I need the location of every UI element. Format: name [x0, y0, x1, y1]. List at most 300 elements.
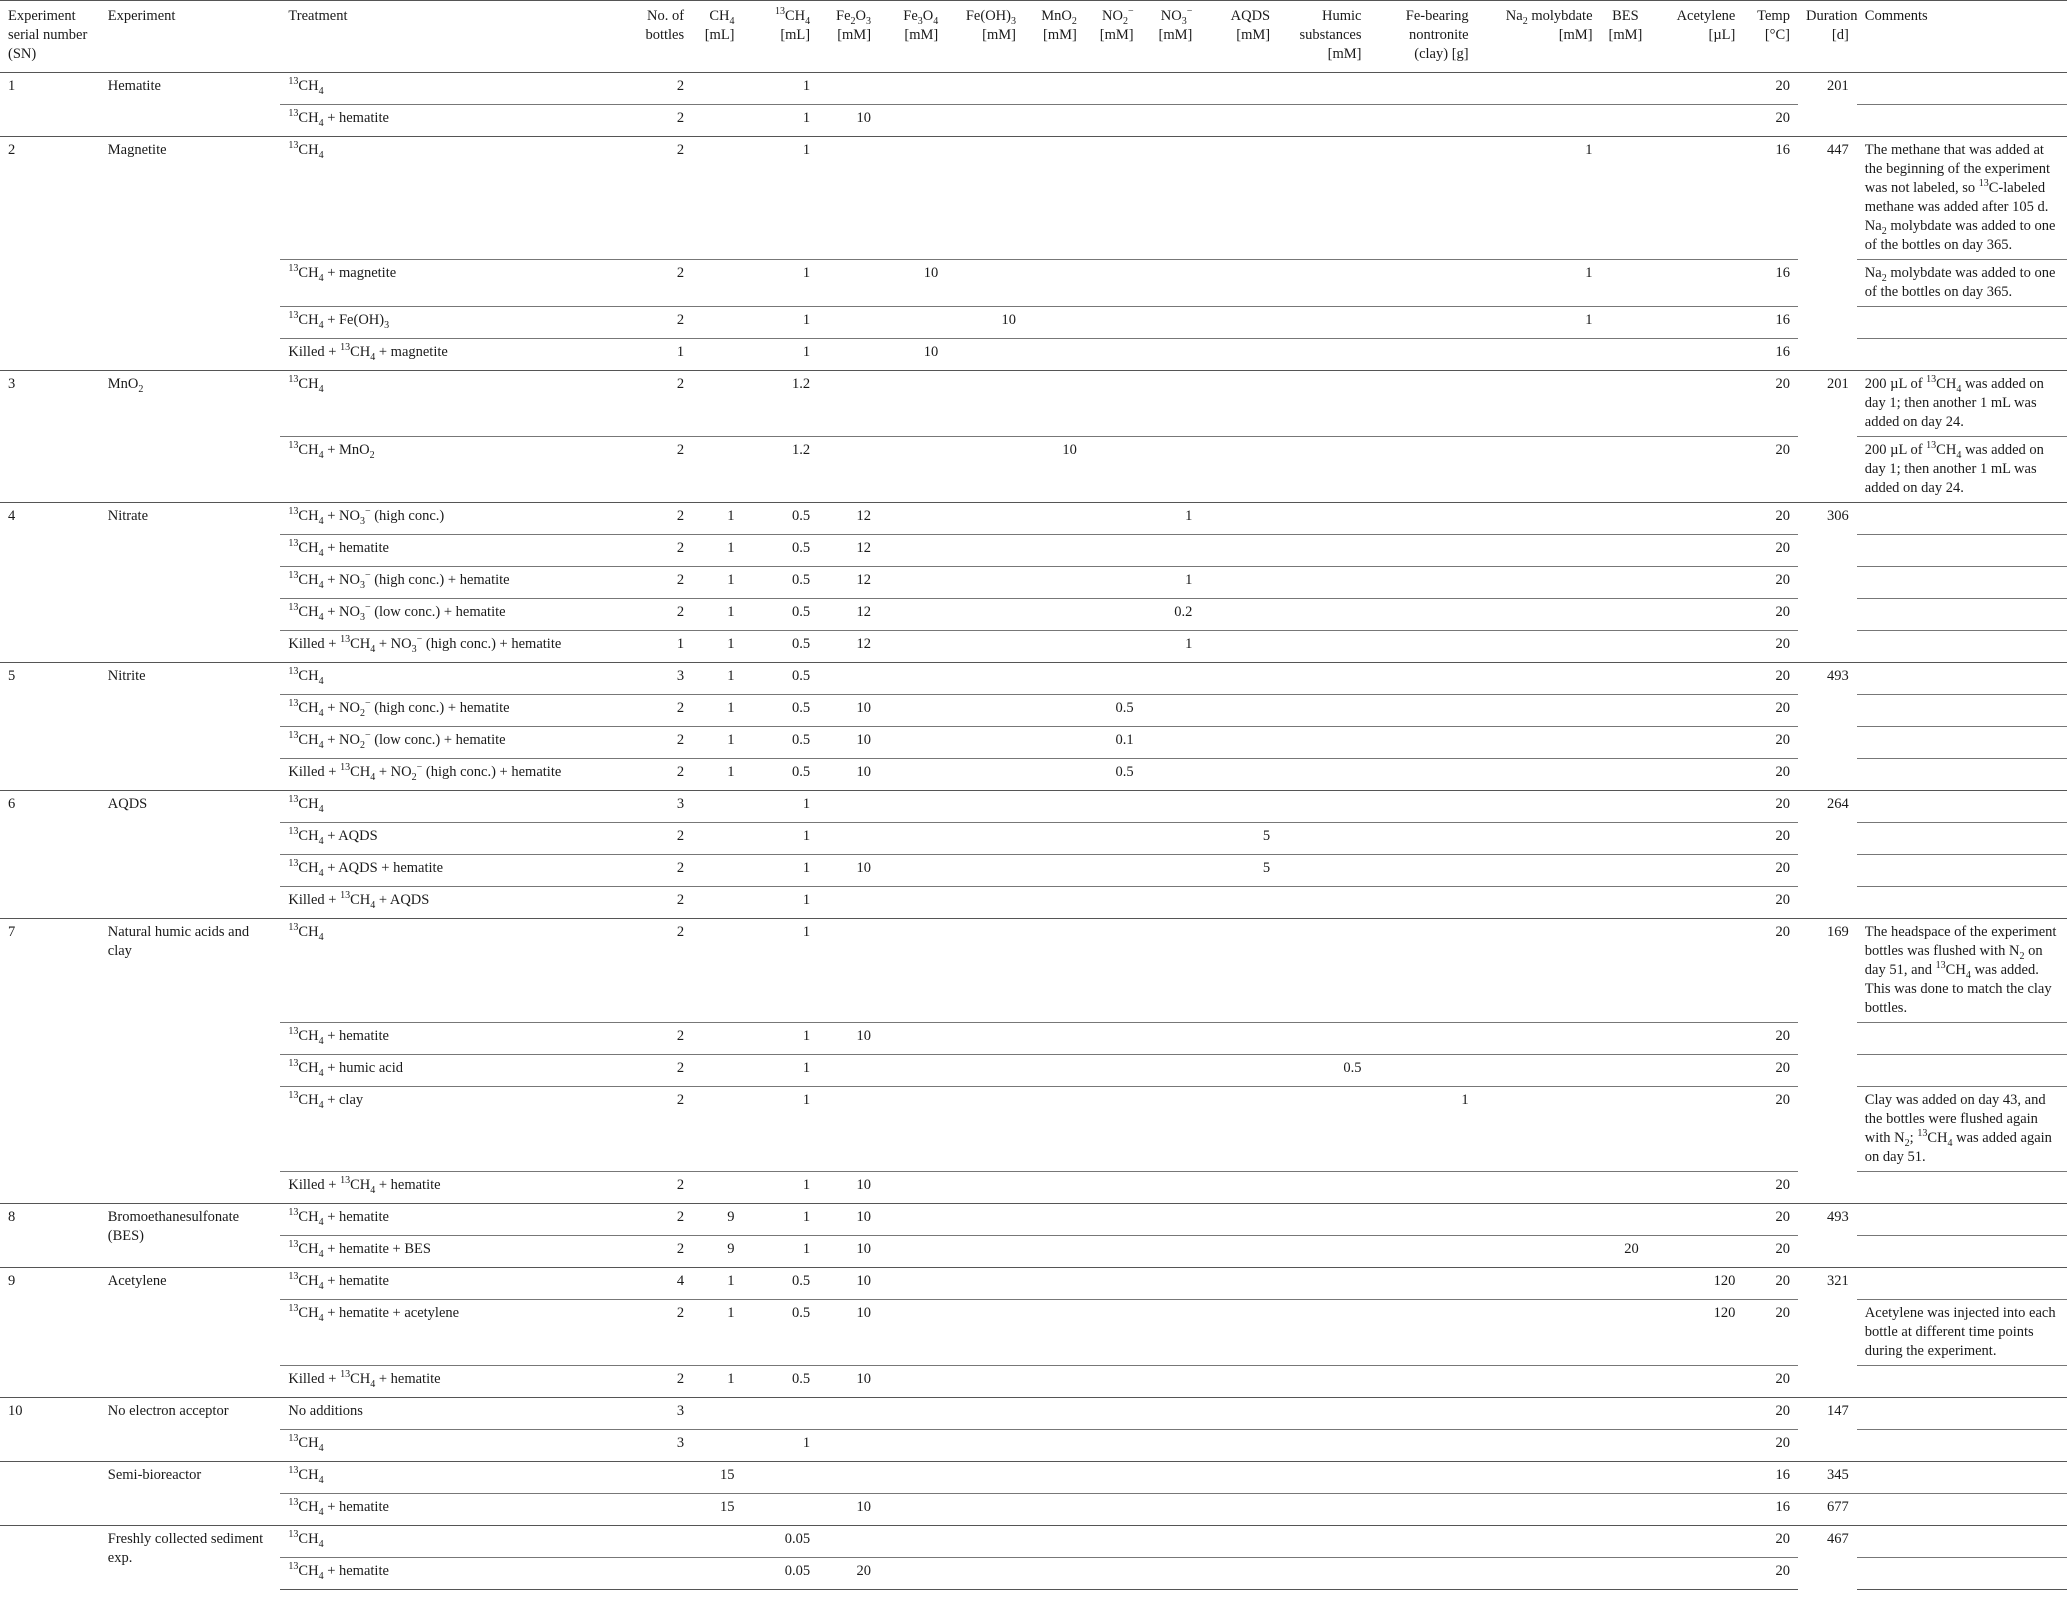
- fe3o4-cell: [879, 1494, 946, 1526]
- fe3o4-cell: [879, 631, 946, 663]
- ch4-cell: [692, 1055, 742, 1087]
- bottles-cell: 4: [627, 1268, 692, 1300]
- col-header-mno2: MnO$_2$ [mM]: [1024, 1, 1085, 73]
- bottles-cell: 2: [627, 727, 692, 759]
- temp-cell: 20: [1743, 567, 1798, 599]
- treatment-cell: $^{13}CH_4$ + magnetite: [280, 260, 627, 307]
- serial-number-cell: 2: [0, 137, 100, 371]
- fe3o4-cell: [879, 1526, 946, 1558]
- serial-number-cell: 9: [0, 1268, 100, 1398]
- no3-cell: [1142, 260, 1201, 307]
- nontronite-cell: [1369, 919, 1476, 1023]
- nontronite-cell: [1369, 437, 1476, 503]
- mno2-cell: [1024, 1172, 1085, 1204]
- treatment-cell: $^{13}CH_4$ + AQDS + hematite: [280, 855, 627, 887]
- comment-cell: The methane that was added at the beginning of the experiment was not labeled, so $^{13}$C-labeled methane was added after 105 d. $Na_2$ molybdate was added to one of the bottles on day 365.: [1857, 137, 2067, 260]
- treatment-cell: $^{13}CH_4$ + hematite: [280, 1558, 627, 1590]
- fe2o3-cell: 10: [818, 1236, 879, 1268]
- treatment-cell: $^{13}CH_4 + NO_3^-$ (high conc.): [280, 503, 627, 535]
- table-row: [0, 727, 2067, 759]
- ch4-cell: 1: [692, 631, 742, 663]
- feoh3-cell: [946, 535, 1024, 567]
- acetylene-cell: [1647, 105, 1744, 137]
- no2-cell: [1085, 631, 1142, 663]
- acetylene-cell: 120: [1647, 1268, 1744, 1300]
- c13ch4-cell: 0.5: [743, 695, 819, 727]
- humic-cell: [1278, 1204, 1369, 1236]
- aqds-cell: [1200, 535, 1278, 567]
- table-row: [0, 1494, 2067, 1526]
- table-row: [0, 567, 2067, 599]
- fe2o3-cell: [818, 1462, 879, 1494]
- aqds-cell: [1200, 887, 1278, 919]
- c13ch4-cell: 1: [743, 73, 819, 105]
- fe3o4-cell: [879, 1172, 946, 1204]
- aqds-cell: [1200, 695, 1278, 727]
- nontronite-cell: [1369, 105, 1476, 137]
- comment-cell: [1857, 73, 2067, 105]
- no3-cell: [1142, 1430, 1201, 1462]
- c13ch4-cell: 0.5: [743, 663, 819, 695]
- molybdate-cell: [1477, 1055, 1601, 1087]
- molybdate-cell: [1477, 1398, 1601, 1430]
- table-row: [0, 759, 2067, 791]
- no2-cell: [1085, 1236, 1142, 1268]
- table-row: [0, 1087, 2067, 1172]
- humic-cell: [1278, 437, 1369, 503]
- mno2-cell: [1024, 1300, 1085, 1366]
- table-row: [0, 1366, 2067, 1398]
- fe2o3-cell: 12: [818, 599, 879, 631]
- acetylene-cell: [1647, 1236, 1744, 1268]
- acetylene-cell: [1647, 1204, 1744, 1236]
- aqds-cell: [1200, 503, 1278, 535]
- mno2-cell: [1024, 339, 1085, 371]
- acetylene-cell: [1647, 260, 1744, 307]
- aqds-cell: [1200, 1204, 1278, 1236]
- molybdate-cell: [1477, 887, 1601, 919]
- nontronite-cell: [1369, 695, 1476, 727]
- treatment-cell: $^{13}CH_4$ + clay: [280, 1087, 627, 1172]
- acetylene-cell: [1647, 1172, 1744, 1204]
- bes-cell: [1601, 823, 1647, 855]
- nontronite-cell: [1369, 503, 1476, 535]
- aqds-cell: [1200, 1300, 1278, 1366]
- ch4-cell: [692, 437, 742, 503]
- col-header-duration: Duration [d]: [1798, 1, 1857, 73]
- bottles-cell: 2: [627, 1300, 692, 1366]
- no3-cell: [1142, 437, 1201, 503]
- no2-cell: [1085, 1268, 1142, 1300]
- no2-cell: [1085, 791, 1142, 823]
- treatment-cell: $^{13}CH_4$: [280, 137, 627, 260]
- ch4-cell: [692, 73, 742, 105]
- temp-cell: 20: [1743, 695, 1798, 727]
- col-header-sn: Experiment serial number (SN): [0, 1, 100, 73]
- comment-cell: [1857, 503, 2067, 535]
- treatment-cell: $^{13}CH_4$ + AQDS: [280, 823, 627, 855]
- nontronite-cell: [1369, 1366, 1476, 1398]
- table-row: [0, 1172, 2067, 1204]
- nontronite-cell: [1369, 663, 1476, 695]
- ch4-cell: 15: [692, 1494, 742, 1526]
- treatment-cell: Killed + $^{13}CH_4 + NO_2^-$ (high conc.) + hematite: [280, 759, 627, 791]
- c13ch4-cell: 1: [743, 1023, 819, 1055]
- fe2o3-cell: 10: [818, 1204, 879, 1236]
- fe2o3-cell: 20: [818, 1558, 879, 1590]
- table-row: [0, 137, 2067, 260]
- humic-cell: [1278, 1236, 1369, 1268]
- treatment-cell: $^{13}CH_4$: [280, 371, 627, 437]
- fe2o3-cell: 12: [818, 631, 879, 663]
- table-row: [0, 919, 2067, 1023]
- duration-cell: 306: [1798, 503, 1857, 663]
- mno2-cell: [1024, 1023, 1085, 1055]
- no2-cell: 0.5: [1085, 695, 1142, 727]
- ch4-cell: 9: [692, 1204, 742, 1236]
- table-row: [0, 1023, 2067, 1055]
- treatment-cell: $^{13}CH_4$ + hematite: [280, 105, 627, 137]
- bes-cell: [1601, 1558, 1647, 1590]
- no2-cell: [1085, 1494, 1142, 1526]
- bottles-cell: 3: [627, 1398, 692, 1430]
- nontronite-cell: [1369, 1023, 1476, 1055]
- c13ch4-cell: 0.5: [743, 1366, 819, 1398]
- treatment-cell: $^{13}CH_4$: [280, 663, 627, 695]
- nontronite-cell: [1369, 1204, 1476, 1236]
- table-row: [0, 437, 2067, 503]
- fe3o4-cell: [879, 1398, 946, 1430]
- c13ch4-cell: 0.5: [743, 599, 819, 631]
- bes-cell: [1601, 503, 1647, 535]
- aqds-cell: [1200, 663, 1278, 695]
- molybdate-cell: [1477, 695, 1601, 727]
- c13ch4-cell: 0.5: [743, 1268, 819, 1300]
- nontronite-cell: [1369, 631, 1476, 663]
- humic-cell: [1278, 599, 1369, 631]
- col-header-acetylene: Acetylene [µL]: [1647, 1, 1744, 73]
- bottles-cell: 2: [627, 919, 692, 1023]
- humic-cell: [1278, 567, 1369, 599]
- comment-cell: [1857, 1268, 2067, 1300]
- fe3o4-cell: [879, 105, 946, 137]
- ch4-cell: 1: [692, 759, 742, 791]
- c13ch4-cell: 1: [743, 791, 819, 823]
- no2-cell: [1085, 567, 1142, 599]
- no3-cell: [1142, 535, 1201, 567]
- acetylene-cell: [1647, 1462, 1744, 1494]
- aqds-cell: [1200, 1430, 1278, 1462]
- nontronite-cell: [1369, 535, 1476, 567]
- c13ch4-cell: [743, 1494, 819, 1526]
- bottles-cell: [627, 1558, 692, 1590]
- treatment-cell: $^{13}CH_4 + Fe(OH)_3$: [280, 307, 627, 339]
- nontronite-cell: [1369, 1526, 1476, 1558]
- mno2-cell: [1024, 759, 1085, 791]
- acetylene-cell: [1647, 727, 1744, 759]
- experiment-name-cell: AQDS: [100, 791, 281, 919]
- duration-cell: 467: [1798, 1526, 1857, 1590]
- bes-cell: [1601, 919, 1647, 1023]
- bottles-cell: 2: [627, 1172, 692, 1204]
- col-header-experiment: Experiment: [100, 1, 281, 73]
- aqds-cell: [1200, 1558, 1278, 1590]
- feoh3-cell: [946, 339, 1024, 371]
- bottles-cell: 2: [627, 371, 692, 437]
- bottles-cell: 2: [627, 73, 692, 105]
- treatment-cell: No additions: [280, 1398, 627, 1430]
- no3-cell: [1142, 1366, 1201, 1398]
- treatment-cell: $^{13}CH_4$: [280, 791, 627, 823]
- mno2-cell: [1024, 919, 1085, 1023]
- feoh3-cell: [946, 1494, 1024, 1526]
- temp-cell: 20: [1743, 791, 1798, 823]
- fe2o3-cell: 10: [818, 727, 879, 759]
- table-row: [0, 307, 2067, 339]
- feoh3-cell: [946, 260, 1024, 307]
- nontronite-cell: [1369, 567, 1476, 599]
- bes-cell: [1601, 535, 1647, 567]
- no2-cell: [1085, 73, 1142, 105]
- mno2-cell: [1024, 663, 1085, 695]
- no3-cell: 1: [1142, 631, 1201, 663]
- table-body: [0, 73, 2067, 1590]
- feoh3-cell: [946, 919, 1024, 1023]
- acetylene-cell: [1647, 1526, 1744, 1558]
- fe3o4-cell: [879, 791, 946, 823]
- c13ch4-cell: 0.5: [743, 535, 819, 567]
- serial-number-cell: 10: [0, 1398, 100, 1462]
- no3-cell: [1142, 371, 1201, 437]
- comment-cell: [1857, 1558, 2067, 1590]
- humic-cell: [1278, 759, 1369, 791]
- no2-cell: [1085, 137, 1142, 260]
- bottles-cell: 2: [627, 307, 692, 339]
- treatment-cell: Killed + $^{13}CH_4$ + magnetite: [280, 339, 627, 371]
- fe2o3-cell: [818, 823, 879, 855]
- fe3o4-cell: 10: [879, 260, 946, 307]
- bottles-cell: 2: [627, 1023, 692, 1055]
- c13ch4-cell: 1: [743, 823, 819, 855]
- ch4-cell: 1: [692, 727, 742, 759]
- col-header-nontronite: Fe-bearing nontronite (clay) [g]: [1369, 1, 1476, 73]
- acetylene-cell: [1647, 919, 1744, 1023]
- acetylene-cell: [1647, 1023, 1744, 1055]
- duration-cell: 169: [1798, 919, 1857, 1204]
- feoh3-cell: [946, 1558, 1024, 1590]
- molybdate-cell: 1: [1477, 260, 1601, 307]
- serial-number-cell: 8: [0, 1204, 100, 1268]
- table-row: [0, 535, 2067, 567]
- bottles-cell: 3: [627, 791, 692, 823]
- fe3o4-cell: [879, 535, 946, 567]
- feoh3-cell: [946, 727, 1024, 759]
- bottles-cell: [627, 1462, 692, 1494]
- treatment-cell: $^{13}CH_4$ + hematite: [280, 1268, 627, 1300]
- table-row: [0, 855, 2067, 887]
- no2-cell: [1085, 1430, 1142, 1462]
- no3-cell: [1142, 1236, 1201, 1268]
- no3-cell: [1142, 1172, 1201, 1204]
- no2-cell: [1085, 1366, 1142, 1398]
- no3-cell: [1142, 1462, 1201, 1494]
- aqds-cell: [1200, 137, 1278, 260]
- fe2o3-cell: 12: [818, 503, 879, 535]
- aqds-cell: [1200, 1366, 1278, 1398]
- comment-cell: [1857, 791, 2067, 823]
- temp-cell: 16: [1743, 137, 1798, 260]
- temp-cell: 20: [1743, 1268, 1798, 1300]
- humic-cell: [1278, 1526, 1369, 1558]
- bes-cell: [1601, 727, 1647, 759]
- fe3o4-cell: [879, 663, 946, 695]
- bottles-cell: 2: [627, 260, 692, 307]
- fe2o3-cell: [818, 437, 879, 503]
- aqds-cell: [1200, 371, 1278, 437]
- fe3o4-cell: [879, 855, 946, 887]
- treatment-cell: Killed + $^{13}CH_4 + NO_3^-$ (high conc.) + hematite: [280, 631, 627, 663]
- c13ch4-cell: 1: [743, 1055, 819, 1087]
- feoh3-cell: [946, 1023, 1024, 1055]
- acetylene-cell: [1647, 1398, 1744, 1430]
- duration-cell: 447: [1798, 137, 1857, 371]
- c13ch4-cell: 0.05: [743, 1526, 819, 1558]
- humic-cell: [1278, 1494, 1369, 1526]
- bes-cell: [1601, 759, 1647, 791]
- molybdate-cell: [1477, 823, 1601, 855]
- table-row: [0, 73, 2067, 105]
- no2-cell: [1085, 260, 1142, 307]
- temp-cell: 20: [1743, 759, 1798, 791]
- nontronite-cell: [1369, 855, 1476, 887]
- bottles-cell: 3: [627, 1430, 692, 1462]
- table-row: [0, 1526, 2067, 1558]
- humic-cell: [1278, 307, 1369, 339]
- fe2o3-cell: [818, 137, 879, 260]
- bottles-cell: 2: [627, 855, 692, 887]
- aqds-cell: [1200, 759, 1278, 791]
- comment-cell: [1857, 1494, 2067, 1526]
- acetylene-cell: [1647, 1366, 1744, 1398]
- temp-cell: 20: [1743, 73, 1798, 105]
- duration-cell: 493: [1798, 663, 1857, 791]
- aqds-cell: [1200, 631, 1278, 663]
- mno2-cell: [1024, 1087, 1085, 1172]
- comment-cell: [1857, 855, 2067, 887]
- molybdate-cell: 1: [1477, 307, 1601, 339]
- col-header-13ch4: $^{13}CH_4$ [mL]: [743, 1, 819, 73]
- bes-cell: [1601, 1366, 1647, 1398]
- nontronite-cell: [1369, 73, 1476, 105]
- duration-cell: 147: [1798, 1398, 1857, 1462]
- comment-cell: The headspace of the experiment bottles was flushed with $N_2$ on day 51, and $^{13}CH_4$ was added. This was done to match the clay bottles.: [1857, 919, 2067, 1023]
- bes-cell: [1601, 1494, 1647, 1526]
- no3-cell: [1142, 105, 1201, 137]
- bottles-cell: 2: [627, 1055, 692, 1087]
- fe2o3-cell: [818, 1398, 879, 1430]
- table-row: [0, 1268, 2067, 1300]
- treatment-cell: $^{13}CH_4$ + hematite: [280, 1023, 627, 1055]
- molybdate-cell: [1477, 1366, 1601, 1398]
- aqds-cell: [1200, 1398, 1278, 1430]
- feoh3-cell: [946, 1430, 1024, 1462]
- nontronite-cell: [1369, 1300, 1476, 1366]
- treatment-cell: $^{13}CH_4$: [280, 919, 627, 1023]
- molybdate-cell: [1477, 791, 1601, 823]
- ch4-cell: [692, 791, 742, 823]
- bes-cell: [1601, 137, 1647, 260]
- serial-number-cell: 1: [0, 73, 100, 137]
- bes-cell: [1601, 339, 1647, 371]
- comment-cell: [1857, 1204, 2067, 1236]
- comment-cell: [1857, 823, 2067, 855]
- table-row: [0, 339, 2067, 371]
- molybdate-cell: [1477, 371, 1601, 437]
- ch4-cell: 1: [692, 503, 742, 535]
- bes-cell: 20: [1601, 1236, 1647, 1268]
- ch4-cell: [692, 260, 742, 307]
- experiment-name-cell: Freshly collected sediment exp.: [100, 1526, 281, 1590]
- humic-cell: [1278, 1398, 1369, 1430]
- temp-cell: 20: [1743, 1300, 1798, 1366]
- comment-cell: [1857, 1236, 2067, 1268]
- fe2o3-cell: [818, 307, 879, 339]
- temp-cell: 20: [1743, 437, 1798, 503]
- nontronite-cell: [1369, 260, 1476, 307]
- c13ch4-cell: 0.5: [743, 631, 819, 663]
- humic-cell: [1278, 105, 1369, 137]
- nontronite-cell: [1369, 887, 1476, 919]
- no3-cell: [1142, 759, 1201, 791]
- feoh3-cell: [946, 631, 1024, 663]
- molybdate-cell: [1477, 503, 1601, 535]
- molybdate-cell: [1477, 1526, 1601, 1558]
- nontronite-cell: [1369, 599, 1476, 631]
- fe3o4-cell: [879, 1558, 946, 1590]
- temp-cell: 20: [1743, 1558, 1798, 1590]
- no2-cell: [1085, 1300, 1142, 1366]
- feoh3-cell: [946, 1398, 1024, 1430]
- mno2-cell: [1024, 695, 1085, 727]
- comment-cell: [1857, 339, 2067, 371]
- mno2-cell: [1024, 1462, 1085, 1494]
- humic-cell: [1278, 791, 1369, 823]
- aqds-cell: [1200, 73, 1278, 105]
- mno2-cell: [1024, 105, 1085, 137]
- no2-cell: [1085, 919, 1142, 1023]
- bottles-cell: [627, 1526, 692, 1558]
- feoh3-cell: [946, 1366, 1024, 1398]
- aqds-cell: [1200, 1462, 1278, 1494]
- comment-cell: [1857, 105, 2067, 137]
- fe3o4-cell: [879, 727, 946, 759]
- aqds-cell: 5: [1200, 855, 1278, 887]
- molybdate-cell: [1477, 1023, 1601, 1055]
- mno2-cell: [1024, 1236, 1085, 1268]
- nontronite-cell: [1369, 1055, 1476, 1087]
- fe3o4-cell: [879, 1300, 946, 1366]
- humic-cell: [1278, 339, 1369, 371]
- treatment-cell: $^{13}CH_4$ + humic acid: [280, 1055, 627, 1087]
- no3-cell: [1142, 1558, 1201, 1590]
- comment-cell: [1857, 535, 2067, 567]
- no3-cell: [1142, 1204, 1201, 1236]
- molybdate-cell: [1477, 1204, 1601, 1236]
- humic-cell: [1278, 137, 1369, 260]
- molybdate-cell: 1: [1477, 137, 1601, 260]
- molybdate-cell: [1477, 1172, 1601, 1204]
- table-row: [0, 823, 2067, 855]
